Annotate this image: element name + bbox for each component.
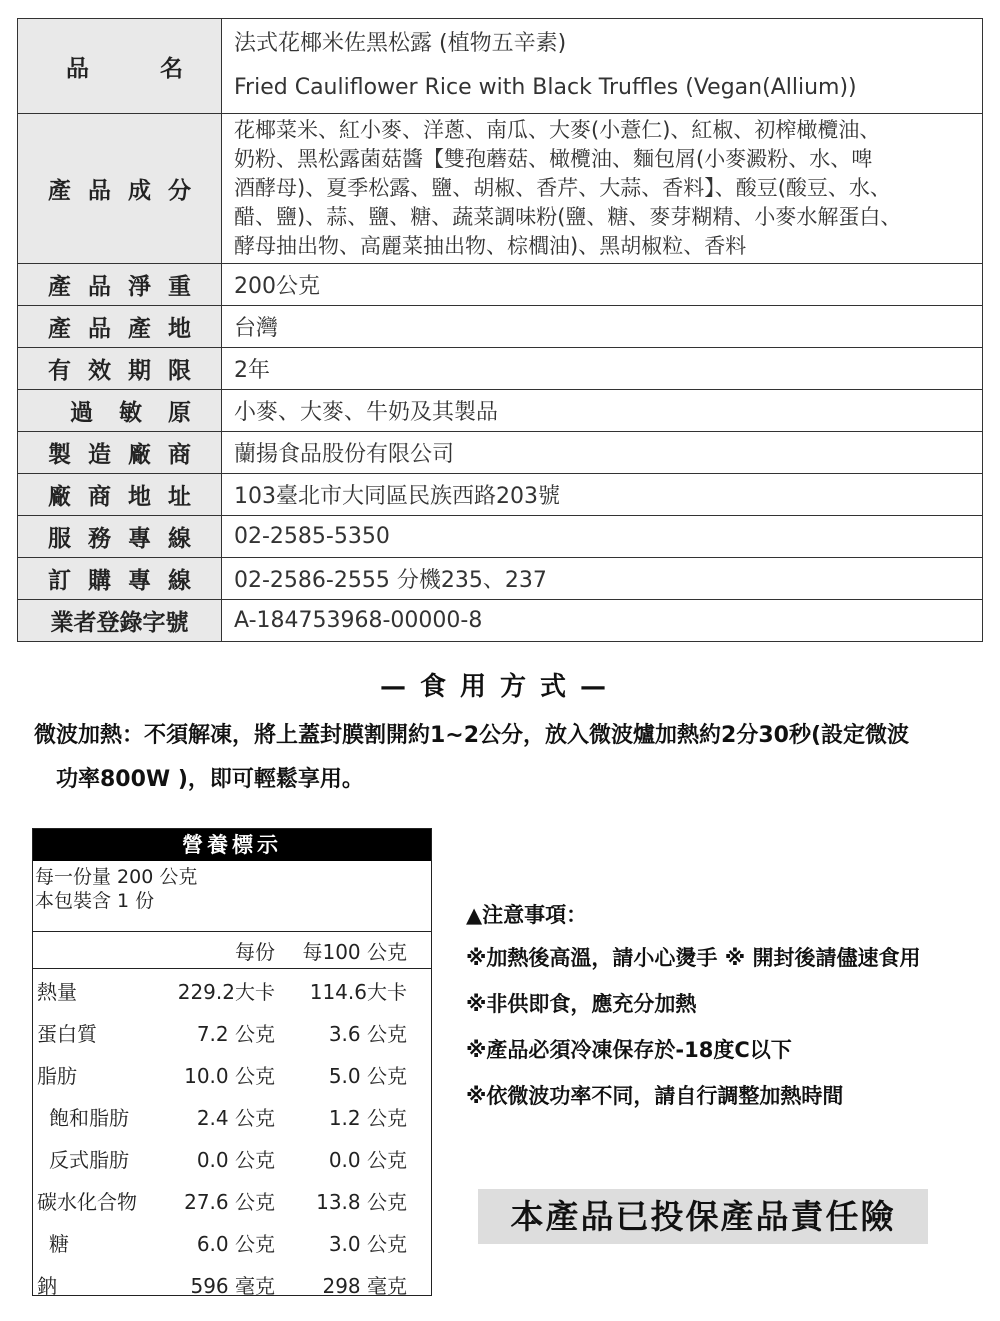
info-row [18, 264, 983, 306]
label-text [18, 562, 221, 595]
value-product-name [222, 19, 983, 114]
label-char: 過 [70, 400, 93, 426]
product-name-zh: 法式花椰米佐黑松露 (植物五辛素) [234, 31, 567, 56]
label-char: 製 [48, 442, 71, 468]
label-text [18, 436, 221, 469]
per-serving-value: 7.2 公克 [196, 1021, 275, 1046]
nutrient-name: 蛋白質 [37, 1021, 97, 1046]
col-per-serving: 每份 [235, 939, 275, 964]
per-100g-value: 3.6 公克 [328, 1021, 407, 1046]
label-char: 地 [168, 316, 191, 342]
nutrition-row [33, 1011, 431, 1053]
label-char: 限 [168, 358, 191, 384]
col-per-100g: 每100 公克 [302, 939, 407, 964]
per-100g-value: 1.2 公克 [328, 1105, 407, 1130]
note-item: ※非供即食，應充分加熱 [466, 992, 697, 1016]
label-char: 分 [168, 178, 191, 204]
per-serving-value: 596 毫克 [190, 1273, 275, 1298]
label-char: 淨 [128, 274, 151, 300]
info-row [18, 390, 983, 432]
per-100g-value: 13.8 公克 [316, 1189, 407, 1214]
per-100g-value: 5.0 公克 [328, 1063, 407, 1088]
info-row [18, 600, 983, 642]
label-char: 服 [48, 526, 71, 552]
label-char: 址 [168, 484, 191, 510]
label-char: 品 [88, 178, 111, 204]
nutrition-facts-panel [32, 828, 432, 1296]
nutrition-row [33, 969, 431, 1011]
label-text [18, 268, 221, 301]
nutrition-title: 營養標示 [33, 829, 431, 861]
product-info-table [17, 18, 983, 642]
per-serving-value: 6.0 公克 [196, 1231, 275, 1256]
label-text [18, 310, 221, 343]
nutrition-row [33, 1263, 431, 1305]
nutrient-name: 反式脂肪 [49, 1147, 129, 1172]
value-ingredients [222, 114, 983, 264]
ingredients-text: 花椰菜米、紅小麥、洋蔥、南瓜、大麥(小薏仁)、紅椒、初榨橄欖油、 奶粉、黑松露菌菇醬【雙孢蘑菇、橄欖油、麵包屑(小麥澱粉、水、啤 酒酵母)、夏季松露、鹽、胡椒、香芹、大蒜、香料】、酸豆(酸豆、水、 醋、鹽)、蒜、鹽、糖、蔬菜調味粉(鹽、糖、麥芽糊精、小麥水解蛋白、 酵母抽出物、高麗菜抽出物、棕櫚油)、黑胡椒粒、香料 [234, 118, 902, 258]
nutrient-name: 糖 [49, 1231, 69, 1256]
label-char: 商 [88, 484, 111, 510]
info-label [18, 474, 222, 516]
label-char: 專 [128, 568, 151, 594]
label-char: 有 [48, 358, 71, 384]
info-row [18, 474, 983, 516]
label-char: 產 [128, 316, 151, 342]
label-char: 產 [48, 274, 71, 300]
label-char: 造 [88, 442, 111, 468]
info-label [18, 558, 222, 600]
label-char: 專 [128, 526, 151, 552]
per-100g-value: 0.0 公克 [328, 1147, 407, 1172]
notes-title: ▲注意事項： [466, 903, 588, 927]
info-value: 02-2586-2555 分機235、237 [222, 558, 983, 600]
notes-section [466, 895, 986, 1119]
per-serving-value: 2.4 公克 [196, 1105, 275, 1130]
per-serving-value: 229.2大卡 [177, 979, 275, 1004]
nutrition-row [33, 1137, 431, 1179]
info-label [18, 348, 222, 390]
info-label [18, 390, 222, 432]
info-label [18, 432, 222, 474]
label-char: 務 [88, 526, 111, 552]
label-char: 期 [128, 358, 151, 384]
info-value: 200公克 [222, 264, 983, 306]
info-value: A-184753968-00000-8 [222, 600, 983, 642]
per-serving-value: 27.6 公克 [184, 1189, 275, 1214]
info-label [18, 306, 222, 348]
label-char: 成 [128, 178, 151, 204]
row-product-name [18, 19, 983, 114]
label-char: 原 [168, 400, 191, 426]
nutrition-column-header [33, 932, 431, 969]
label-text [18, 172, 221, 205]
info-row [18, 348, 983, 390]
label-char: 產 [48, 316, 71, 342]
product-name-en: Fried Cauliflower Rice with Black Truffles (Vegan(Allium)) [234, 75, 857, 100]
label-char: 商 [168, 442, 191, 468]
label-char: 地 [128, 484, 151, 510]
label-char: 訂 [48, 568, 71, 594]
label-char: 品 [88, 274, 111, 300]
label-product-name [18, 19, 222, 114]
nutrition-row [33, 1053, 431, 1095]
info-label [18, 516, 222, 558]
label-ingredients [18, 114, 222, 264]
note-item: ※依微波功率不同，請自行調整加熱時間 [466, 1084, 844, 1108]
label-char: 購 [88, 568, 111, 594]
nutrition-row [33, 1179, 431, 1221]
row-ingredients [18, 114, 983, 264]
label-char: 線 [168, 526, 191, 552]
info-value: 02-2585-5350 [222, 516, 983, 558]
info-value: 蘭揚食品股份有限公司 [222, 432, 983, 474]
per-100g-value: 298 毫克 [322, 1273, 407, 1298]
info-value: 103臺北市大同區民族西路203號 [222, 474, 983, 516]
per-100g-value: 3.0 公克 [328, 1231, 407, 1256]
nutrient-name: 碳水化合物 [37, 1189, 137, 1214]
info-value: 2年 [222, 348, 983, 390]
label-text [18, 50, 221, 83]
usage-instructions: 微波加熱：不須解凍，將上蓋封膜割開約1~2公分，放入微波爐加熱約2分30秒(設定微波 功率800W )，即可輕鬆享用。 [34, 723, 910, 792]
nutrient-name: 飽和脂肪 [49, 1105, 129, 1130]
label-char: 廠 [48, 484, 71, 510]
info-row [18, 432, 983, 474]
nutrient-name: 熱量 [37, 979, 77, 1004]
label-char: 重 [168, 274, 191, 300]
nutrition-row [33, 1221, 431, 1263]
label-text: 業者登錄字號 [50, 610, 189, 636]
per-serving-value: 0.0 公克 [196, 1147, 275, 1172]
label-text [18, 352, 221, 385]
info-row [18, 558, 983, 600]
info-row [18, 306, 983, 348]
label-char: 品 [66, 55, 89, 82]
per-100g-value: 114.6大卡 [309, 979, 407, 1004]
usage-title: —食用方式— [379, 672, 620, 702]
info-value: 小麥、大麥、牛奶及其製品 [222, 390, 983, 432]
nutrient-name: 脂肪 [37, 1063, 77, 1088]
nutrition-rows [33, 969, 431, 1305]
label-char: 線 [168, 568, 191, 594]
serving-info: 每一份量 200 公克 本包裝含 1 份 [33, 861, 431, 932]
label-text [18, 478, 221, 511]
info-value: 台灣 [222, 306, 983, 348]
info-label [18, 264, 222, 306]
label-char: 名 [160, 55, 183, 82]
note-item: ※加熱後高溫，請小心燙手 ※ 開封後請儘速食用 [466, 946, 921, 970]
notes-list [466, 935, 986, 1119]
insurance-banner: 本產品已投保產品責任險 [478, 1189, 928, 1244]
info-row [18, 516, 983, 558]
label-char: 效 [88, 358, 111, 384]
label-text [18, 394, 221, 427]
label-char: 品 [88, 316, 111, 342]
note-item: ※產品必須冷凍保存於-18度C以下 [466, 1038, 792, 1062]
nutrient-name: 鈉 [37, 1273, 57, 1298]
label-text [18, 520, 221, 553]
label-char: 廠 [128, 442, 151, 468]
label-char: 敏 [119, 400, 142, 426]
info-label [18, 600, 222, 642]
nutrition-row [33, 1095, 431, 1137]
label-char: 產 [48, 178, 71, 204]
per-serving-value: 10.0 公克 [184, 1063, 275, 1088]
